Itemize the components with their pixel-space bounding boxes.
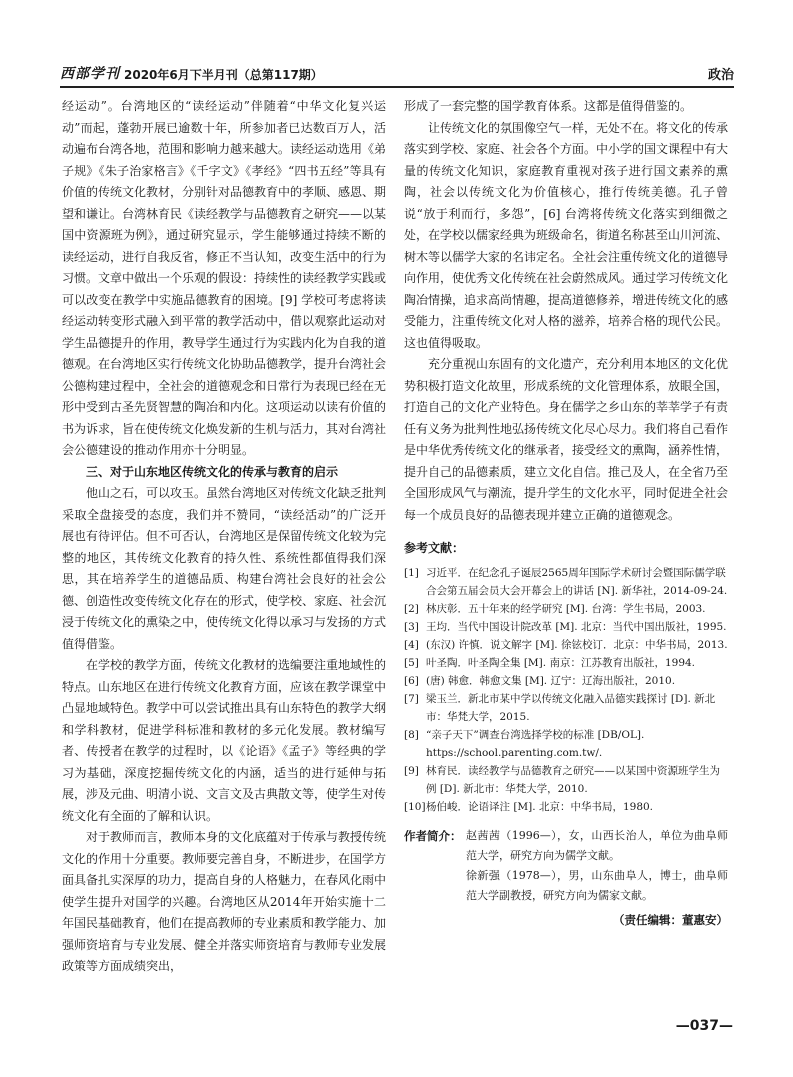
paragraph: 在学校的教学方面，传统文化教材的选编要注重地域性的特点。山东地区在进行传统文化教育方面，应该在教学课堂中凸显地域特色。教学中可以尝试推出具有山东特色的教学大纲和学科教材，促进学科标准和教材的多元化发展。教材编写者、传授者在教学的过程时，以《论语》《孟子》等经典的学习为基础，深度挖掘传统文化的内涵，适当的进行延伸与拓展，涉及元曲、明清小说、文言文及古典散文等，使学生对传统文化有全面的了解和认识。 (62, 658, 387, 823)
reference-number: [8] (404, 728, 419, 741)
reference-text: 梁玉兰．新北市某中学以传统文化融入品德实践探讨 [D]. 新北市：华梵大学，2015. (426, 692, 716, 723)
reference-number: [2] (404, 602, 419, 615)
paragraph: 对于教师而言，教师本身的文化底蕴对于传承与教授传统文化的作用十分重要。教师要完善自身，不断进步，在国学方面具备扎实深厚的功力，提高自身的人格魅力，在春风化雨中使学生提升对国学的兴趣。台湾地区从2014年开始实施十二年国民基础教育，他们在提高教师的专业素质和教学能力、加强师资培育与专业发展、健全并落实师资培育与教师专业发展政策等方面成绩突出， (62, 830, 387, 973)
reference-text: 林庆彰．五十年来的经学研究 [M]. 台湾：学生书局，2003. (426, 602, 706, 615)
page-header (60, 60, 734, 88)
author-row (404, 826, 728, 866)
reference-item (404, 726, 728, 762)
reference-item (404, 636, 728, 654)
page-number: —037— (675, 1018, 733, 1034)
header-left (60, 63, 323, 86)
paragraph: 让传统文化的氛围像空气一样，无处不在。将文化的传承落实到学校、家庭、社会各个方面。中小学的国文课程中有大量的传统文化知识，家庭教育重视对孩子进行国文素养的熏陶，社会以传统文化为价值核心，推行传统美德。孔子曾说“放于利而行，多怨”，[6] 台湾将传统文化落实到细微之处，在学校以儒家经典为班级命名，街道名称甚至山川河流、树木等以儒学大家的名讳定名。全社会注重传统文化的道德导向作用，使优秀文化传统在社会蔚然成风。通过学习传统文化陶冶情操，追求高尚情趣，提高道德修养，增进传统文化的感受能力，注重传统文化对人格的滋养，培养合格的现代公民。这也值得吸取。 (404, 120, 729, 350)
reference-item (404, 564, 728, 600)
reference-item (404, 654, 728, 672)
reference-text: 王均．当代中国设计院改革 [M]. 北京：当代中国出版社，1995. (426, 620, 727, 633)
paragraph: 他山之石，可以攻玉。虽然台湾地区对传统文化缺乏批判采取全盘接受的态度，我们并不赞同，“读经活动”的广泛开展也有待评估。但不可否认，台湾地区是保留传统文化较为完整的地区，其传统文化教育的持久性、系统性都值得我们深思，其在培养学生的道德品质、构建台湾社会良好的社会公德、创造性改变传统文化存在的形式，使学校、家庭、社会沉浸于传统文化的熏染之中，使传统文化得以承习与发扬的方式值得借鉴。 (62, 486, 387, 651)
references-list (404, 564, 728, 816)
journal-logo: 西部学刊 (60, 66, 120, 82)
reference-item (404, 798, 728, 816)
reference-text: 林育民．读经教学与品德教育之研究——以某国中资源班学生为例 [D]. 新北市：华梵大学，2010. (426, 764, 720, 795)
author-intro (404, 826, 728, 906)
author-intro-label: 作者简介： (404, 828, 462, 843)
reference-text: 叶圣陶．叶圣陶全集 [M]. 南京：江苏教育出版社，1994. (426, 656, 696, 669)
reference-number: [7] (404, 692, 419, 705)
reference-text: (唐) 韩愈．韩愈文集 [M]. 辽宁：辽海出版社，2010. (426, 674, 676, 687)
reference-number: [3] (404, 620, 419, 633)
reference-number: [1] (404, 566, 419, 579)
reference-text: (东汉) 许慎．说文解字 [M]. 徐铉校订．北京：中华书局，2013. (426, 638, 728, 651)
reference-text: 习近平．在纪念孔子诞辰2565周年国际学术研讨会暨国际儒学联合会第五届会员大会开幕会上的讲话 [N]. 新华社，2014-09-24. (426, 566, 728, 597)
reference-item (404, 762, 728, 798)
paragraph: 经运动”。台湾地区的“读经运动”伴随着“中华文化复兴运动”而起，蓬勃开展已逾数十年，所参加者已达数百万人，活动遍布台湾各地，范围和影响力越来越大。读经运动选用《弟子规》《朱子治家格言》《千字文》《孝经》“四书五经”等具有价值的传统文化教材，分别针对品德教育中的孝顺、感恩、期望和谦让。台湾林育民《读经教学与品德教育之研究——以某国中资源班为例》，通过研究显示，学生能够通过持续不断的读经运动，进行自我反省，修正不当认知，改变生活中的行为习惯。文章中做出一个乐观的假设：持续性的读经教学实践或可以改变在教学中实施品德教育的困境。[9] 学校可考虑将读经运动转变形式融入到平常的教学活动中，借以观察此运动对学生品德提升的作用，教导学生通过行为实践内化为自我的道德观。在台湾地区实行传统文化协助品德教学，提升台湾社会公德构建过程中，全社会的道德观念和日常行为表现已经在无形中受到古圣先贤智慧的陶冶和内化。这项运动以读有价值的书为诉求，旨在使传统文化焕发新的生机与活力，其对台湾社会公德建设的推动作用亦十分明显。 (62, 99, 387, 457)
reference-item (404, 672, 728, 690)
left-column (62, 96, 386, 978)
reference-item (404, 600, 728, 618)
reference-item (404, 618, 728, 636)
section-heading: 三、对于山东地区传统文化的传承与教育的启示 (86, 464, 339, 479)
responsible-editor: （责任编辑：董惠安） (613, 912, 728, 927)
reference-number: [10] (404, 800, 426, 813)
reference-item (404, 690, 728, 726)
paragraph: 充分重视山东固有的文化遗产，充分利用本地区的文化优势积极打造文化故里，形成系统的文化管理体系，放眼全国，打造自己的文化产业特色。身在儒学之乡山东的莘莘学子有责任有义务为批判性地弘扬传统文化尽心尽力。我们将自己看作是中华优秀传统文化的继承者，接受经文的熏陶，涵养性情，提升自己的品德素质，建立文化自信。推己及人，在全省乃至全国形成风气与潮流，提升学生的文化水平，同时促进全社会每一个成员良好的品德表现并建立正确的道德观念。 (404, 357, 729, 522)
reference-text: 杨伯峻．论语译注 [M]. 北京：中华书局，1980. (426, 800, 654, 813)
references-title: 参考文献： (404, 541, 465, 555)
reference-number: [6] (404, 674, 419, 687)
reference-number: [9] (404, 764, 419, 777)
reference-number: [4] (404, 638, 419, 651)
paragraph: 形成了一套完整的国学教育体系。这都是值得借鉴的。 (404, 99, 693, 113)
reference-number: [5] (404, 656, 419, 669)
author-2-bio: 徐新强（1978—），男，山东曲阜人，博士，曲阜师范大学副教授，研究方向为儒家文献。 (466, 868, 728, 902)
section-label: 政治 (707, 68, 734, 83)
reference-text: “亲子天下”调查台湾选择学校的标准 [DB/OL]. https://school.parenting.com.tw/. (426, 728, 645, 759)
author-1-bio: 赵茜茜（1996—），女，山西长治人，单位为曲阜师范大学，研究方向为儒学文献。 (466, 828, 728, 862)
right-column (404, 96, 728, 931)
issue-info: 2020年6月下半月刊（总第117期） (124, 68, 323, 82)
